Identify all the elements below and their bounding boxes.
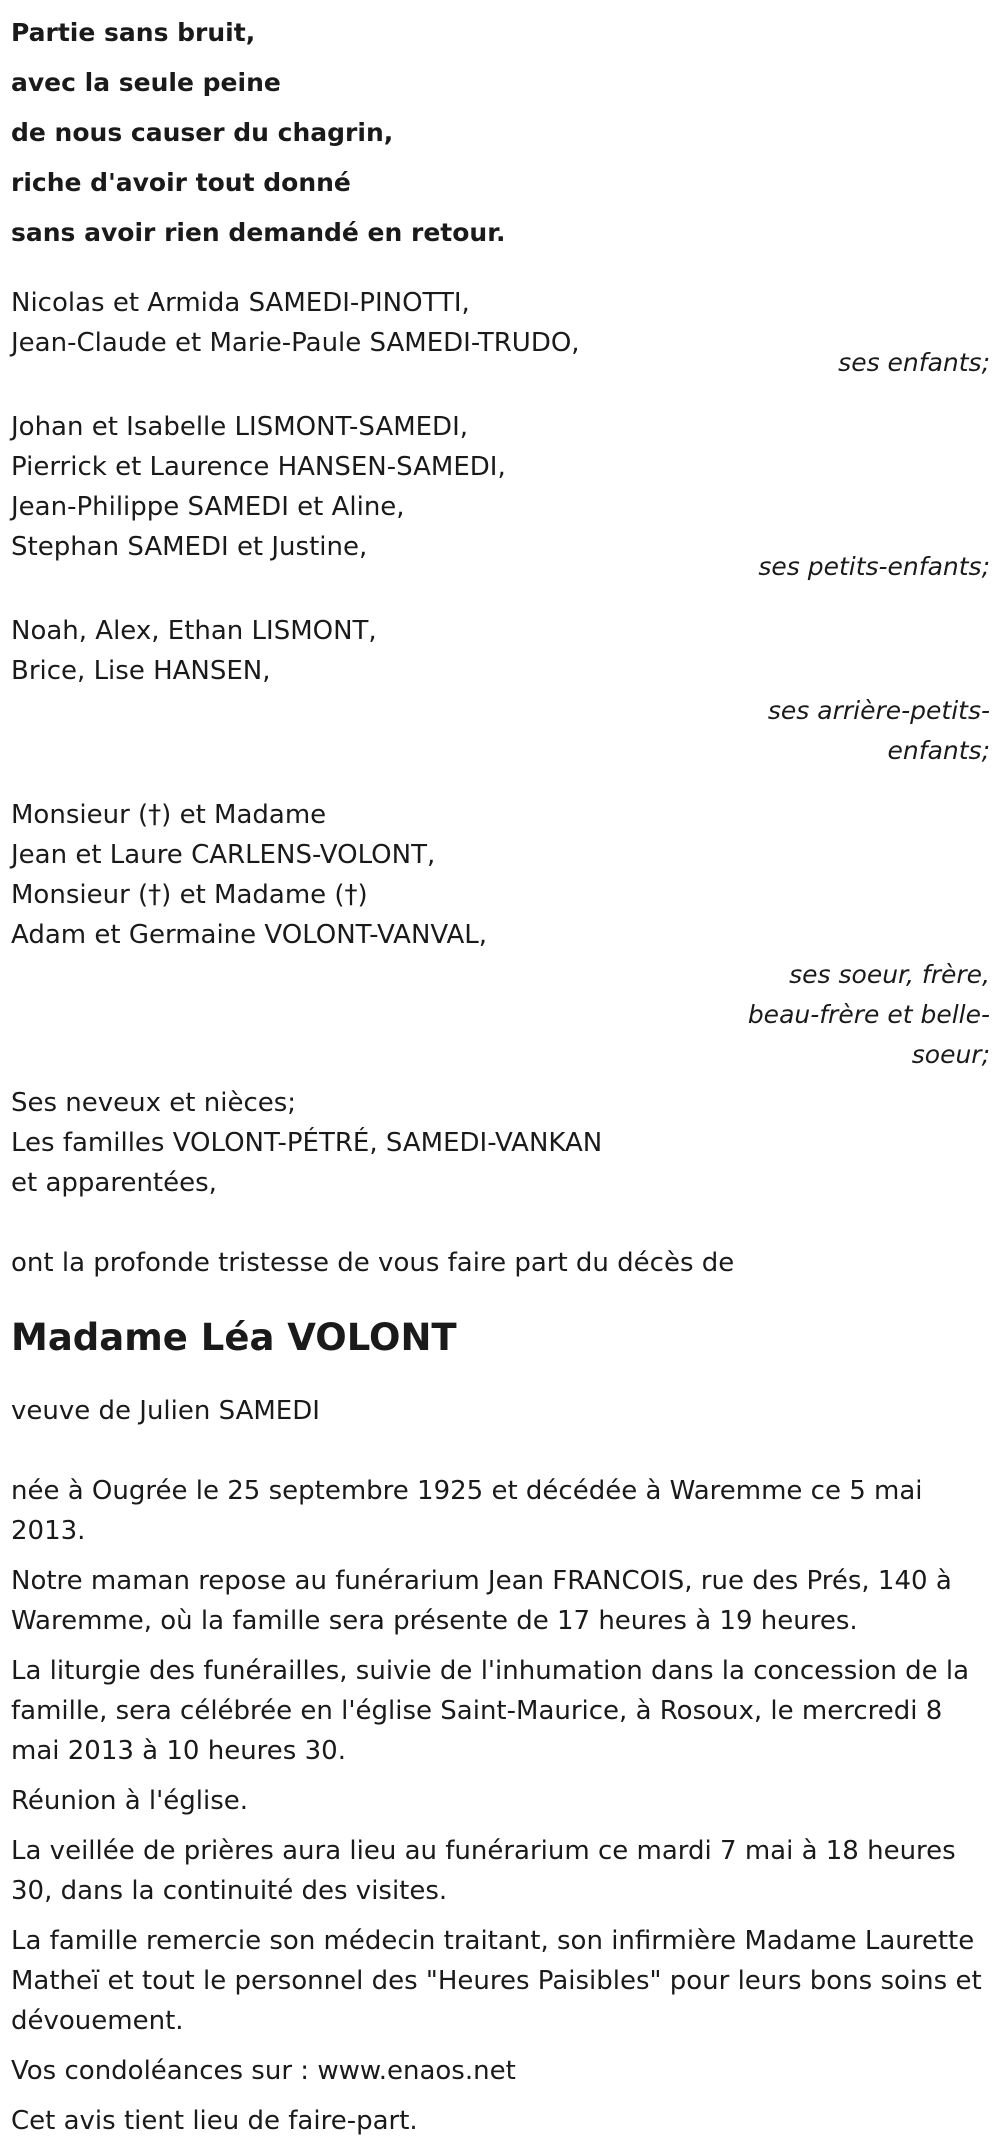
family-line: Stephan SAMEDI et Justine,	[11, 532, 368, 562]
family-line: Noah, Alex, Ethan LISMONT,	[11, 616, 377, 646]
relation-label: ses enfants;	[838, 348, 990, 377]
family-line: Brice, Lise HANSEN,	[11, 656, 271, 686]
family-line: Jean et Laure CARLENS-VOLONT,	[11, 840, 436, 870]
relation-label: ses petits-enfants;	[758, 552, 990, 581]
family-line: et apparentées,	[11, 1168, 217, 1198]
announcement: ont la profonde tristesse de vous faire part du décès de	[11, 1248, 735, 1278]
family-line: Ses neveux et nièces;	[11, 1088, 297, 1118]
family-group-great-grandchildren	[11, 611, 990, 771]
family-line: Jean-Claude et Marie-Paule SAMEDI-TRUDO,	[11, 328, 580, 358]
notice-paragraph: Cet avis tient lieu de faire-part.	[11, 2106, 418, 2136]
death-notice	[11, 0, 990, 2141]
condolences-paragraph: Vos condoléances sur : www.enaos.net	[11, 2056, 516, 2086]
deceased-name: Madame Léa VOLONT	[11, 1316, 457, 1359]
widow-of: veuve de Julien SAMEDI	[11, 1396, 320, 1426]
funeral-paragraph: La liturgie des funérailles, suivie de l'inhumation dans la concession de la famille, sera célébrée en l'église Saint-Maurice, à Rosoux, le mercredi 8 mai 2013 à 10 heures 30.	[11, 1656, 970, 1766]
poem-line: Partie sans bruit,	[11, 18, 256, 47]
vigil-paragraph: La veillée de prières aura lieu au funérarium ce mardi 7 mai à 18 heures 30, dans la continuité des visites.	[11, 1836, 956, 1906]
family-group-siblings	[11, 795, 990, 1075]
family-line: Johan et Isabelle LISMONT-SAMEDI,	[11, 412, 469, 442]
viewing-paragraph: Notre maman repose au funérarium Jean FRANCOIS, rue des Prés, 140 à Waremme, où la famille sera présente de 17 heures à 19 heures.	[11, 1566, 952, 1636]
family-group-others	[11, 1083, 987, 1203]
family-list	[11, 283, 990, 1203]
family-group-grandchildren	[11, 407, 990, 587]
family-line: Monsieur (†) et Madame (†)	[11, 880, 368, 910]
poem-line: de nous causer du chagrin,	[11, 118, 394, 147]
family-group-children	[11, 283, 990, 383]
thanks-paragraph: La famille remercie son médecin traitant, son infirmière Madame Laurette Matheï et tout le personnel des "Heures Paisibles" pour leurs bons soins et dévouement.	[11, 1926, 982, 2036]
poem	[11, 0, 987, 258]
family-line: Jean-Philippe SAMEDI et Aline,	[11, 492, 405, 522]
family-line: Les familles VOLONT-PÉTRÉ, SAMEDI-VANKAN	[11, 1128, 603, 1158]
reunion-paragraph: Réunion à l'église.	[11, 1786, 249, 1816]
poem-line: avec la seule peine	[11, 68, 281, 97]
family-line: Nicolas et Armida SAMEDI-PINOTTI,	[11, 288, 470, 318]
family-line: Monsieur (†) et Madame	[11, 800, 327, 830]
relation-label: ses arrière-petits-enfants;	[767, 696, 990, 765]
birth-death-paragraph: née à Ougrée le 25 septembre 1925 et décédée à Waremme ce 5 mai 2013.	[11, 1476, 923, 1546]
poem-line: sans avoir rien demandé en retour.	[11, 218, 506, 247]
family-line: Pierrick et Laurence HANSEN-SAMEDI,	[11, 452, 506, 482]
family-line: Adam et Germaine VOLONT-VANVAL,	[11, 920, 488, 950]
poem-line: riche d'avoir tout donné	[11, 168, 351, 197]
relation-label: ses soeur, frère, beau-frère et belle-soeur;	[747, 960, 990, 1069]
